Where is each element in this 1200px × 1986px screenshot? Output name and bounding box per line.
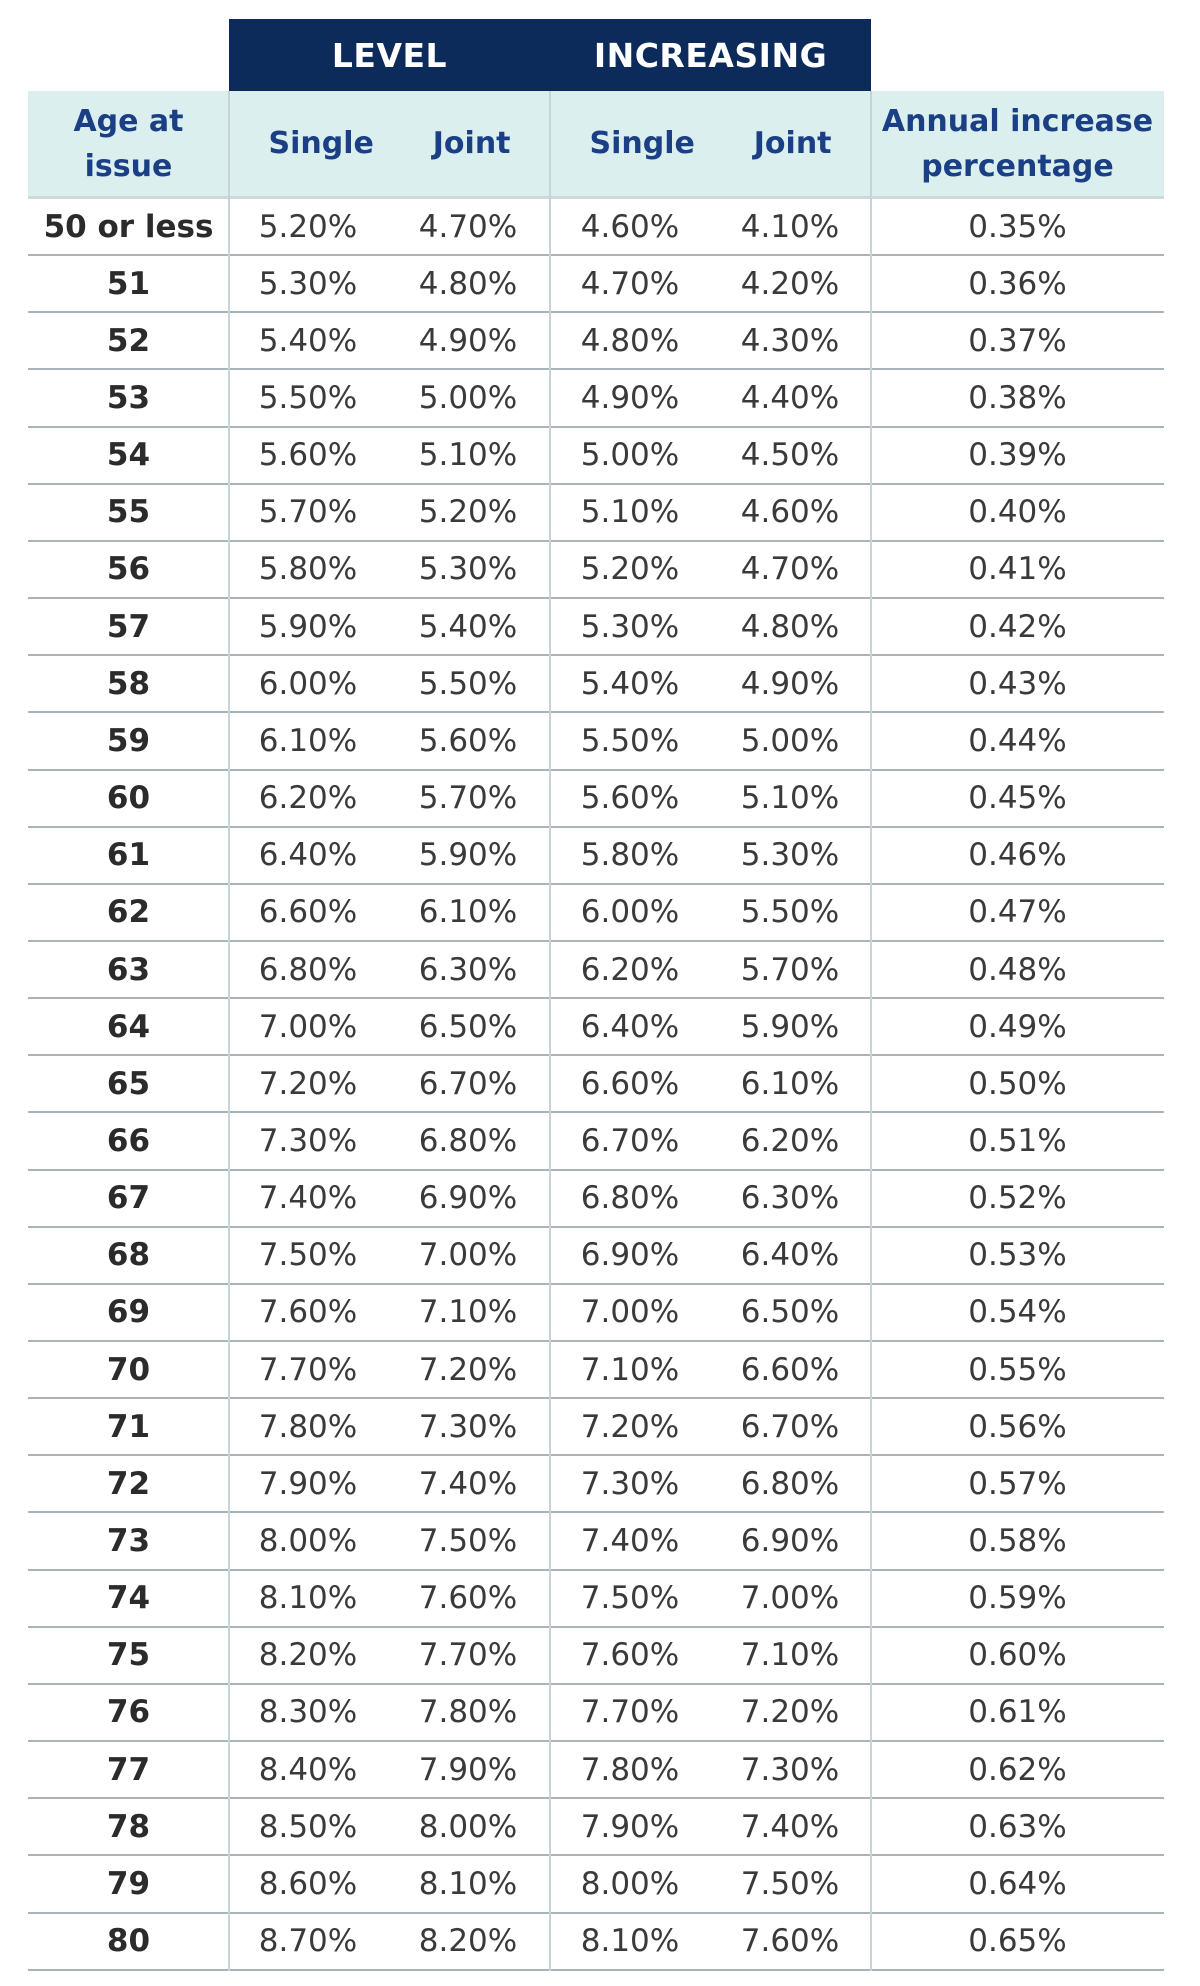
level-joint-cell: 7.30% [418,1408,518,1445]
row-divider [28,883,1164,885]
annual-increase-cell: 0.63% [968,1808,1067,1845]
level-single-cell: 7.80% [258,1408,358,1445]
age-cell: 61 [106,837,151,874]
level-joint-cell: 5.60% [418,722,518,759]
increasing-single-cell: 7.50% [580,1580,680,1617]
level-joint-cell: 7.10% [418,1294,518,1331]
row-divider [28,540,1164,542]
age-cell: 75 [106,1637,151,1674]
increasing-joint-cell: 4.10% [740,208,840,245]
row-divider [28,1626,1164,1628]
increasing-single-cell: 4.90% [580,380,680,416]
increasing-single-cell: 5.50% [580,722,680,759]
row-divider [28,483,1164,485]
level-joint-cell: 8.00% [418,1808,518,1845]
annual-increase-cell: 0.62% [968,1751,1067,1788]
increasing-joint-cell: 7.00% [740,1580,840,1617]
increasing-single-cell: 6.00% [580,894,680,931]
level-single-cell: 7.50% [258,1237,358,1274]
annual-increase-cell: 0.42% [968,608,1067,645]
level-single-header: Single [268,126,374,161]
age-cell: 60 [106,780,151,817]
row-divider [28,769,1164,771]
age-cell: 52 [106,322,151,359]
level-single-cell: 8.40% [258,1751,358,1788]
level-joint-cell: 5.50% [418,665,518,702]
increasing-joint-cell: 6.60% [740,1351,840,1388]
increasing-single-header: Single [589,126,695,161]
level-single-cell: 5.60% [258,437,358,474]
age-cell: 65 [106,1065,151,1102]
age-cell: 74 [106,1580,151,1617]
column-divider [228,91,230,1971]
increasing-single-cell: 8.10% [580,1923,680,1960]
annual-increase-cell: 0.41% [968,551,1067,588]
level-joint-header: Joint [432,126,511,161]
annual-increase-cell: 0.43% [968,665,1067,702]
age-cell: 79 [106,1865,151,1902]
age-cell: 72 [106,1465,151,1502]
increasing-single-cell: 7.10% [580,1351,680,1388]
annual-increase-cell: 0.64% [968,1865,1067,1902]
row-divider [28,426,1164,428]
increasing-single-cell: 6.90% [580,1237,680,1274]
annual-increase-cell: 0.39% [968,437,1067,474]
annual-increase-cell: 0.40% [968,494,1067,531]
column-divider [549,91,551,1971]
level-single-cell: 8.50% [258,1808,358,1845]
age-cell: 59 [106,722,151,759]
level-joint-cell: 5.20% [418,494,518,531]
level-joint-cell: 8.10% [418,1865,518,1902]
annual-increase-cell: 0.36% [968,265,1067,302]
age-cell: 73 [106,1523,151,1559]
level-single-cell: 5.30% [258,265,358,302]
level-single-cell: 5.50% [258,380,358,416]
increasing-joint-cell: 4.90% [740,665,840,702]
increasing-joint-cell: 7.50% [740,1865,840,1902]
increasing-joint-cell: 5.50% [740,894,840,931]
age-cell: 55 [106,494,151,531]
row-divider [28,1511,1164,1513]
header-divider [28,196,1164,199]
level-joint-cell: 7.60% [418,1580,518,1617]
age-cell: 68 [106,1237,151,1274]
row-divider [28,1397,1164,1399]
level-single-cell: 6.10% [258,722,358,759]
annual-increase-cell: 0.44% [968,722,1067,759]
level-joint-cell: 6.90% [418,1180,518,1217]
level-single-cell: 5.20% [258,208,358,245]
annual-increase-cell: 0.47% [968,894,1067,931]
row-divider [28,1111,1164,1113]
level-joint-cell: 7.40% [418,1465,518,1502]
increasing-joint-cell: 6.90% [740,1523,840,1559]
increasing-joint-cell: 5.30% [740,837,840,874]
column-divider [870,91,872,1971]
increasing-joint-cell: 7.10% [740,1637,840,1674]
increasing-joint-cell: 4.20% [740,265,840,302]
increasing-joint-cell: 6.30% [740,1180,840,1217]
row-divider [28,826,1164,828]
row-divider [28,1969,1164,1971]
increasing-joint-cell: 5.90% [740,1008,840,1045]
row-divider [28,311,1164,313]
age-cell: 63 [106,951,151,988]
age-cell: 67 [106,1180,151,1217]
increasing-single-cell: 7.00% [580,1294,680,1331]
increasing-joint-cell: 4.40% [740,380,840,416]
row-divider [28,1797,1164,1799]
increasing-joint-cell: 7.20% [740,1694,840,1731]
level-joint-cell: 7.80% [418,1694,518,1731]
level-single-cell: 6.00% [258,665,358,702]
increasing-single-cell: 5.60% [580,780,680,817]
increasing-single-cell: 6.60% [580,1065,680,1102]
row-divider [28,254,1164,256]
annual-increase-column-header [871,91,1164,196]
level-joint-cell: 5.70% [418,780,518,817]
age-column-header [28,91,229,196]
level-joint-cell: 6.50% [418,1008,518,1045]
increasing-joint-cell: 7.30% [740,1751,840,1788]
row-divider [28,1226,1164,1228]
age-cell: 51 [106,265,151,302]
increasing-single-cell: 7.70% [580,1694,680,1731]
level-single-cell: 8.30% [258,1694,358,1731]
annual-increase-cell: 0.57% [968,1465,1067,1502]
level-single-cell: 5.70% [258,494,358,531]
annual-increase-cell: 0.38% [968,380,1067,416]
age-cell: 71 [106,1408,151,1445]
increasing-joint-cell: 6.40% [740,1237,840,1274]
level-group-header [229,19,550,91]
annual-header-line2: percentage [921,148,1114,184]
increasing-single-cell: 5.00% [580,437,680,474]
increasing-single-cell: 4.80% [580,322,680,359]
increasing-single-cell: 5.40% [580,665,680,702]
age-header-line2: issue [84,148,173,184]
increasing-single-cell: 6.20% [580,951,680,988]
increasing-single-cell: 8.00% [580,1865,680,1902]
level-single-cell: 8.70% [258,1923,358,1960]
age-cell: 58 [106,665,151,702]
level-single-cell: 7.20% [258,1065,358,1102]
increasing-single-cell: 4.60% [580,208,680,245]
increasing-single-cell: 7.20% [580,1408,680,1445]
level-joint-cell: 6.10% [418,894,518,931]
row-divider [28,1569,1164,1571]
level-single-cell: 6.60% [258,894,358,931]
age-header-line1: Age at [73,103,184,139]
age-cell: 50 or less [43,208,214,245]
increasing-single-cell: 6.80% [580,1180,680,1217]
increasing-single-cell: 7.90% [580,1808,680,1845]
annual-increase-cell: 0.61% [968,1694,1067,1731]
row-divider [28,1054,1164,1056]
level-joint-cell: 7.70% [418,1637,518,1674]
annual-increase-cell: 0.59% [968,1580,1067,1617]
age-cell: 80 [106,1923,151,1960]
increasing-single-cell: 7.80% [580,1751,680,1788]
age-cell: 54 [106,437,151,474]
age-cell: 77 [106,1751,151,1788]
level-single-cell: 7.30% [258,1122,358,1159]
row-divider [28,1169,1164,1171]
row-divider [28,597,1164,599]
level-joint-cell: 6.80% [418,1122,518,1159]
increasing-joint-cell: 5.10% [740,780,840,817]
level-group-label: LEVEL [331,35,448,75]
increasing-group-label: INCREASING [593,35,828,75]
increasing-joint-cell: 4.50% [740,437,840,474]
increasing-joint-cell: 4.60% [740,494,840,531]
annual-increase-cell: 0.58% [968,1523,1067,1559]
annual-increase-cell: 0.52% [968,1180,1067,1217]
age-cell: 70 [106,1351,151,1388]
row-divider [28,940,1164,942]
level-single-cell: 7.40% [258,1180,358,1217]
increasing-joint-cell: 5.70% [740,951,840,988]
level-joint-cell: 5.30% [418,551,518,588]
level-single-cell: 8.60% [258,1865,358,1902]
increasing-joint-header: Joint [753,126,832,161]
level-joint-cell: 5.00% [418,380,518,416]
increasing-single-cell: 7.30% [580,1465,680,1502]
age-cell: 62 [106,894,151,931]
age-cell: 76 [106,1694,151,1731]
increasing-single-cell: 6.70% [580,1122,680,1159]
row-divider [28,654,1164,656]
increasing-single-cell: 7.60% [580,1637,680,1674]
increasing-subheaders [550,91,871,196]
level-single-cell: 7.60% [258,1294,358,1331]
row-divider [28,368,1164,370]
level-joint-cell: 7.00% [418,1237,518,1274]
age-cell: 78 [106,1808,151,1845]
level-single-cell: 7.90% [258,1465,358,1502]
annual-increase-cell: 0.53% [968,1237,1067,1274]
level-single-cell: 5.80% [258,551,358,588]
increasing-joint-cell: 5.00% [740,722,840,759]
level-single-cell: 7.70% [258,1351,358,1388]
annual-increase-cell: 0.35% [968,208,1067,245]
annual-increase-cell: 0.46% [968,837,1067,874]
annual-increase-cell: 0.54% [968,1294,1067,1331]
row-divider [28,1912,1164,1914]
age-cell: 69 [106,1294,151,1331]
row-divider [28,1454,1164,1456]
annual-increase-cell: 0.55% [968,1351,1067,1388]
age-cell: 66 [106,1122,151,1159]
annual-increase-cell: 0.60% [968,1637,1067,1674]
age-cell: 64 [106,1008,151,1045]
row-divider [28,1740,1164,1742]
level-single-cell: 8.00% [258,1523,358,1559]
increasing-joint-cell: 4.30% [740,322,840,359]
increasing-joint-cell: 4.70% [740,551,840,588]
level-joint-cell: 6.30% [418,951,518,988]
level-single-cell: 8.20% [258,1637,358,1674]
increasing-joint-cell: 6.80% [740,1465,840,1502]
age-cell: 56 [106,551,151,588]
level-single-cell: 6.20% [258,780,358,817]
annual-increase-cell: 0.65% [968,1923,1067,1960]
increasing-joint-cell: 6.20% [740,1122,840,1159]
annual-increase-cell: 0.37% [968,322,1067,359]
level-single-cell: 8.10% [258,1580,358,1617]
level-joint-cell: 7.50% [418,1523,518,1559]
level-single-cell: 7.00% [258,1008,358,1045]
level-single-cell: 5.40% [258,322,358,359]
level-joint-cell: 4.80% [418,265,518,302]
increasing-single-cell: 5.20% [580,551,680,588]
row-divider [28,1283,1164,1285]
annual-increase-cell: 0.51% [968,1122,1067,1159]
level-single-cell: 6.80% [258,951,358,988]
level-joint-cell: 4.90% [418,322,518,359]
annual-increase-cell: 0.49% [968,1008,1067,1045]
annual-increase-cell: 0.56% [968,1408,1067,1445]
annual-header-line1: Annual increase [881,103,1154,139]
increasing-joint-cell: 6.10% [740,1065,840,1102]
level-subheaders [229,91,550,196]
row-divider [28,1854,1164,1856]
increasing-joint-cell: 4.80% [740,608,840,645]
level-joint-cell: 5.10% [418,437,518,474]
increasing-single-cell: 5.10% [580,494,680,531]
row-divider [28,1683,1164,1685]
increasing-joint-cell: 6.70% [740,1408,840,1445]
row-divider [28,997,1164,999]
row-divider [28,1340,1164,1342]
age-cell: 53 [106,380,151,416]
level-single-cell: 5.90% [258,608,358,645]
annual-increase-cell: 0.50% [968,1065,1067,1102]
level-joint-cell: 5.90% [418,837,518,874]
increasing-joint-cell: 7.40% [740,1808,840,1845]
level-joint-cell: 5.40% [418,608,518,645]
annual-increase-cell: 0.48% [968,951,1067,988]
annual-increase-cell: 0.45% [968,780,1067,817]
level-joint-cell: 8.20% [418,1923,518,1960]
increasing-single-cell: 5.30% [580,608,680,645]
increasing-joint-cell: 6.50% [740,1294,840,1331]
increasing-single-cell: 6.40% [580,1008,680,1045]
increasing-single-cell: 7.40% [580,1523,680,1559]
level-joint-cell: 7.20% [418,1351,518,1388]
row-divider [28,711,1164,713]
increasing-single-cell: 5.80% [580,837,680,874]
level-joint-cell: 6.70% [418,1065,518,1102]
level-single-cell: 6.40% [258,837,358,874]
increasing-group-header [550,19,871,91]
level-joint-cell: 4.70% [418,208,518,245]
increasing-single-cell: 4.70% [580,265,680,302]
level-joint-cell: 7.90% [418,1751,518,1788]
age-cell: 57 [106,608,151,645]
increasing-joint-cell: 7.60% [740,1923,840,1960]
